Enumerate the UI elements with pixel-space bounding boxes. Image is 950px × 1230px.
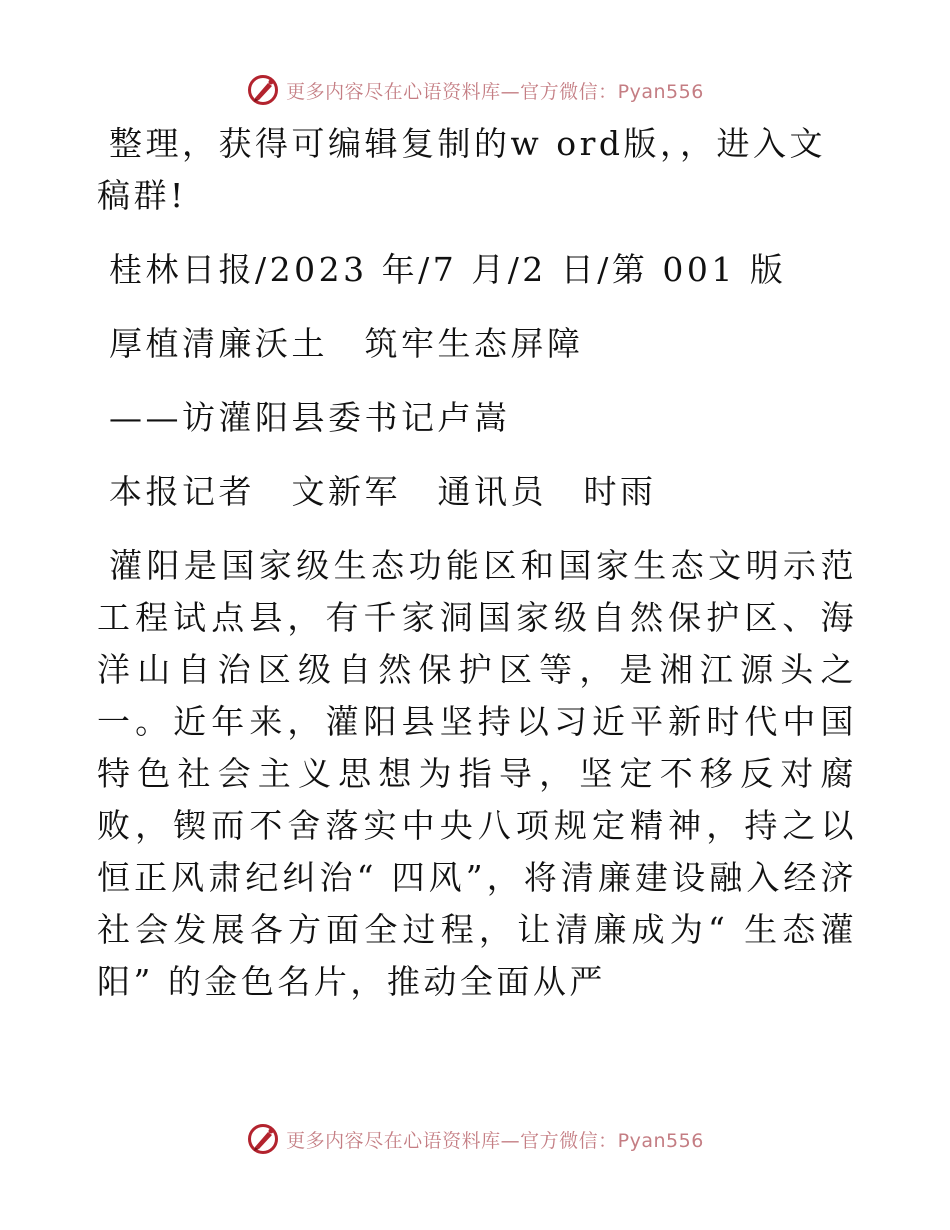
byline: 本报记者 文新军 通讯员 时雨 xyxy=(109,472,657,511)
footer-banner xyxy=(0,1119,950,1159)
body-paragraph: 灌阳是国家级生态功能区和国家生态文明示范工程试点县，有千家洞国家级自然保护区、海洋山自治区级自然保护区等，是湘江源头之一。近年来，灌阳县坚持以习近平新时代中国特色社会主义思想为指导，坚定不移反对腐败，锲而不舍落实中央八项规定精神，持之以恒正风肃纪纠治“ 四风”，将清廉建设融入经济社会发展各方面全过程，让清廉成为“ 生态灌阳” 的金色名片，推动全面从严 xyxy=(97,546,857,1001)
pen-circle-logo-icon xyxy=(246,1122,280,1156)
dateline: 桂林日报/2023 年/7 月/2 日/第 001 版 xyxy=(109,250,787,289)
article-content xyxy=(97,118,857,1008)
footer-banner-text: 更多内容尽在心语资料库—官方微信：Pyan556 xyxy=(286,1129,704,1152)
pen-circle-logo-icon xyxy=(246,73,280,107)
intro-text: 整理，获得可编辑复制的w ord版，，进入文稿群! xyxy=(97,124,827,215)
header-banner-text: 更多内容尽在心语资料库—官方微信：Pyan556 xyxy=(286,80,704,103)
article-subtitle: ——访灌阳县委书记卢嵩 xyxy=(109,398,511,437)
header-banner xyxy=(0,70,950,110)
article-title: 厚植清廉沃土 筑牢生态屏障 xyxy=(109,324,584,363)
